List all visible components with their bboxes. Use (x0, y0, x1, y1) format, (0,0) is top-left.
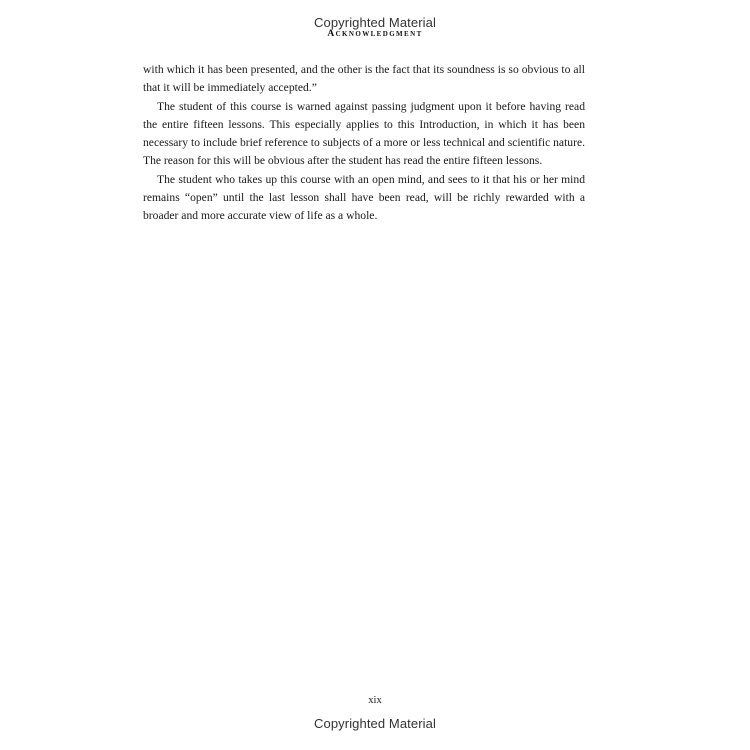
copyright-watermark-bottom: Copyrighted Material (314, 716, 436, 731)
page-number: xix (368, 695, 382, 706)
paragraph-open-mind: The student who takes up this course with an open mind, and sees to it that his or her mind remains “open” until the last lesson shall have been read, will be richly rewarded with a broader and more accurate view of life as a whole. (143, 172, 585, 223)
copyright-watermark-top: Copyrighted Material (314, 15, 436, 30)
body-text (143, 61, 585, 226)
running-head: Acknowledgment (327, 29, 423, 39)
paragraph-warning: The student of this course is warned against passing judgment upon it before having read the entire fifteen lessons. This especially applies to this Introduction, in which it has been necessary to include brief reference to subjects of a more or less technical and scientific nature. The reason for this will be obvious after the student has read the entire fifteen lessons. (143, 99, 585, 168)
paragraph-continuation: with which it has been presented, and the other is the fact that its soundness is so obvious to all that it will be immediately accepted.” (143, 63, 585, 95)
